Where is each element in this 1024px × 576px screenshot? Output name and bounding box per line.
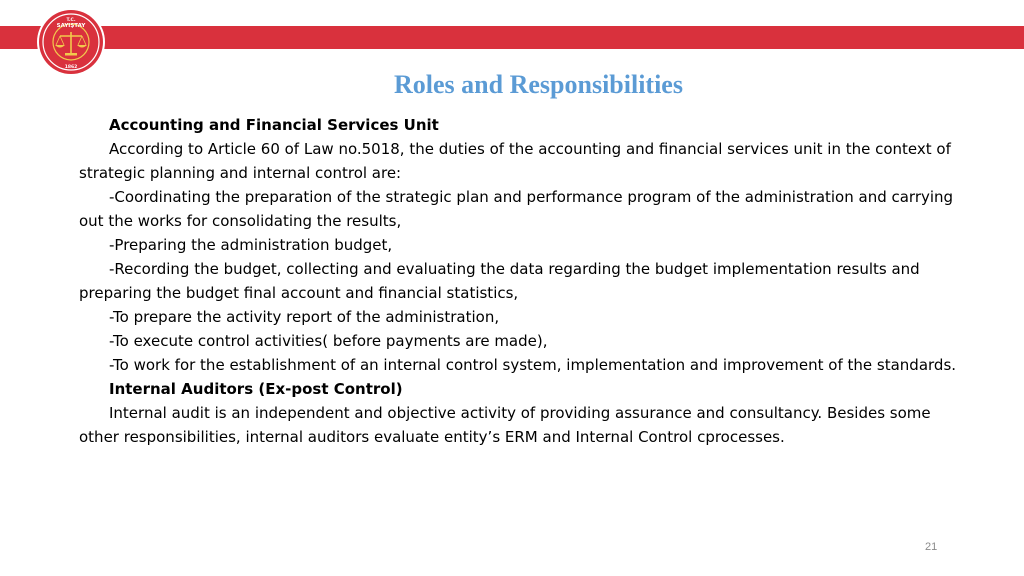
- duty-item: -Coordinating the preparation of the strategic plan and performance program of the administration and carrying out the works for consolidating the results,: [79, 188, 954, 230]
- sayistay-logo: [36, 7, 106, 77]
- section-heading-accounting: Accounting and Financial Services Unit: [109, 116, 439, 134]
- logo-org-text: SAYIŞTAY: [56, 23, 86, 29]
- duty-item: -To execute control activities( before payments are made),: [109, 332, 548, 350]
- scales-of-justice-seal-icon: [36, 7, 106, 77]
- section-heading-internal-auditors: Internal Auditors (Ex-post Control): [109, 380, 403, 398]
- closing-paragraph: Internal audit is an independent and objective activity of providing assurance and consultancy. Besides some other responsibilities, internal auditors evaluate entity’s ERM and Internal Control cprocesses.: [79, 404, 931, 446]
- slide-title: Roles and Responsibilities: [394, 70, 683, 99]
- slide-content: [79, 113, 959, 449]
- duty-item: -To prepare the activity report of the administration,: [109, 308, 500, 326]
- logo-top-text: T.C.: [66, 18, 76, 23]
- intro-paragraph: According to Article 60 of Law no.5018, the duties of the accounting and financial services unit in the context of strategic planning and internal control are:: [79, 140, 951, 182]
- page-number: 21: [925, 541, 938, 553]
- duty-item: -Preparing the administration budget,: [109, 236, 393, 254]
- logo-year-text: 1862: [64, 65, 78, 70]
- header-banner: [0, 26, 1024, 49]
- duty-item: -To work for the establishment of an internal control system, implementation and improvement of the standards.: [109, 356, 957, 374]
- duty-item: -Recording the budget, collecting and evaluating the data regarding the budget implementation results and preparing the budget final account and financial statistics,: [79, 260, 920, 302]
